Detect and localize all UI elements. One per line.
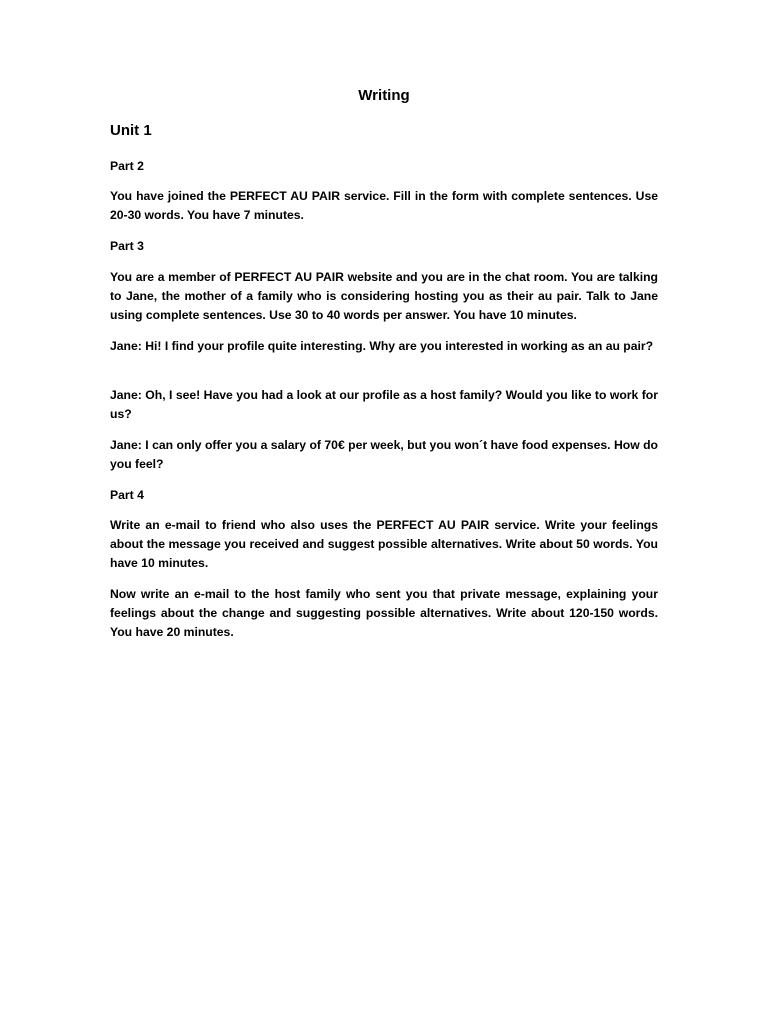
part-3-instruction: You are a member of PERFECT AU PAIR website and you are in the chat room. You are talking to Jane, the mother of a family who is considering hosting you as their au pair. Talk to Jane using complete sentences. Use 30 to 40 words per answer. You have 10 minutes. bbox=[110, 270, 658, 322]
part-2-heading: Part 2 bbox=[110, 159, 144, 173]
chat-question-2: Jane: Oh, I see! Have you had a look at our profile as a host family? Would you like to work for us? bbox=[110, 388, 658, 421]
unit-heading: Unit 1 bbox=[110, 122, 152, 139]
part-2-instruction: You have joined the PERFECT AU PAIR service. Fill in the form with complete sentences. Use 20-30 words. You have 7 minutes. bbox=[110, 189, 658, 222]
part-4-task-2: Now write an e-mail to the host family who sent you that private message, explaining your feelings about the change and suggesting possible alternatives. Write about 120-150 words. You have 20 minutes. bbox=[110, 587, 658, 639]
chat-question-3: Jane: I can only offer you a salary of 70€ per week, but you won´t have food expenses. How do you feel? bbox=[110, 438, 658, 471]
chat-question-1: Jane: Hi! I find your profile quite interesting. Why are you interested in working as an au pair? bbox=[110, 339, 654, 353]
document-title: Writing bbox=[358, 87, 410, 104]
part-3-heading: Part 3 bbox=[110, 239, 144, 253]
part-4-heading: Part 4 bbox=[110, 488, 144, 502]
part-4-task-1: Write an e-mail to friend who also uses the PERFECT AU PAIR service. Write your feelings about the message you received and suggest possible alternatives. Write about 50 words. You have 10 minutes. bbox=[110, 518, 658, 570]
